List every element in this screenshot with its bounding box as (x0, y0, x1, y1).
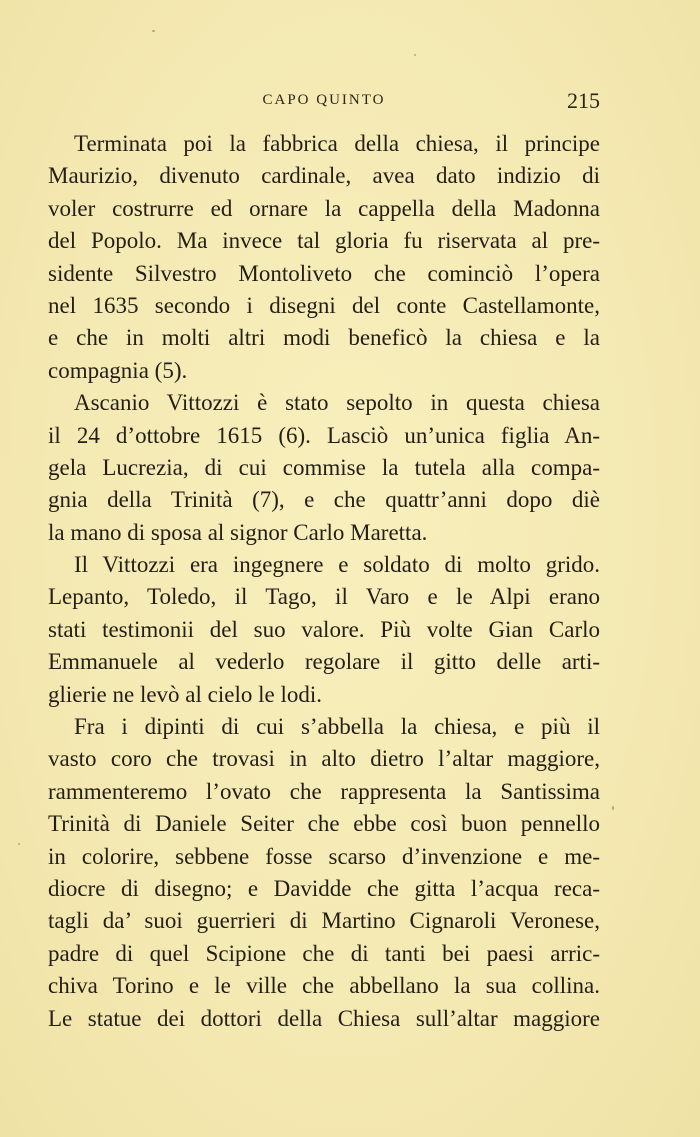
text-line: diocre di disegno; e Davidde che gitta l’acqua reca- (48, 875, 600, 901)
text-line: Le statue dei dottori della Chiesa sull’altar maggiore (48, 1005, 600, 1031)
text-line: compagnia (5). (48, 357, 188, 383)
text-line: glierie ne levò al cielo le lodi. (48, 681, 322, 707)
text-line: vasto coro che trovasi in alto dietro l’altar maggiore, (48, 746, 600, 772)
text-line: del Popolo. Ma invece tal gloria fu riservata al pre- (48, 228, 600, 254)
text-line: sidente Silvestro Montoliveto che cominciò l’opera (48, 260, 600, 286)
paper-speck (414, 54, 416, 56)
text-line: gnia della Trinità (7), e che quattr’anni dopo diè (48, 487, 600, 513)
text-line: Emmanuele al vederlo regolare il gitto delle arti- (48, 649, 600, 675)
text-line: tagli da’ suoi guerrieri di Martino Cignaroli Veronese, (48, 908, 600, 934)
text-line: stati testimonii del suo valore. Più volte Gian Carlo (48, 616, 600, 642)
text-line: gela Lucrezia, di cui commise la tutela alla compa- (48, 454, 600, 480)
page-header (48, 88, 600, 114)
text-line: chiva Torino e le ville che abbellano la sua collina. (48, 973, 600, 999)
text-line: il 24 d’ottobre 1615 (6). Lasciò un’unica figlia An- (48, 422, 600, 448)
page-number: 215 (567, 88, 600, 113)
text-line: Trinità di Daniele Seiter che ebbe così buon pennello (48, 811, 600, 837)
text-line: Maurizio, divenuto cardinale, avea dato indizio di (48, 163, 600, 189)
paper-speck (152, 30, 155, 32)
text-line: Lepanto, Toledo, il Tago, il Varo e le Alpi erano (48, 584, 600, 610)
running-head: CAPO QUINTO (262, 92, 386, 108)
text-line: nel 1635 secondo i disegni del conte Castellamonte, (48, 292, 600, 318)
text-line: voler costrurre ed ornare la cappella della Madonna (48, 195, 600, 221)
text-line: e che in molti altri modi beneficò la chiesa e la (48, 325, 600, 351)
text-line: Terminata poi la fabbrica della chiesa, il principe (74, 131, 600, 156)
text-line: Il Vittozzi era ingegnere e soldato di molto grido. (74, 552, 600, 578)
text-line: la mano di sposa al signor Carlo Maretta. (48, 519, 428, 545)
text-line: rammenteremo l’ovato che rappresenta la Santissima (48, 778, 600, 804)
text-line: Fra i dipinti di cui s’abbella la chiesa, e più il (74, 714, 600, 740)
paper-speck (18, 843, 20, 845)
text-line: padre di quel Scipione che di tanti bei paesi arric- (48, 940, 600, 966)
body-text (48, 128, 600, 1035)
text-line: Ascanio Vittozzi è stato sepolto in questa chiesa (74, 390, 600, 416)
text-line: in colorire, sebbene fosse scarso d’invenzione e me- (48, 843, 600, 869)
paper-speck (612, 806, 614, 810)
